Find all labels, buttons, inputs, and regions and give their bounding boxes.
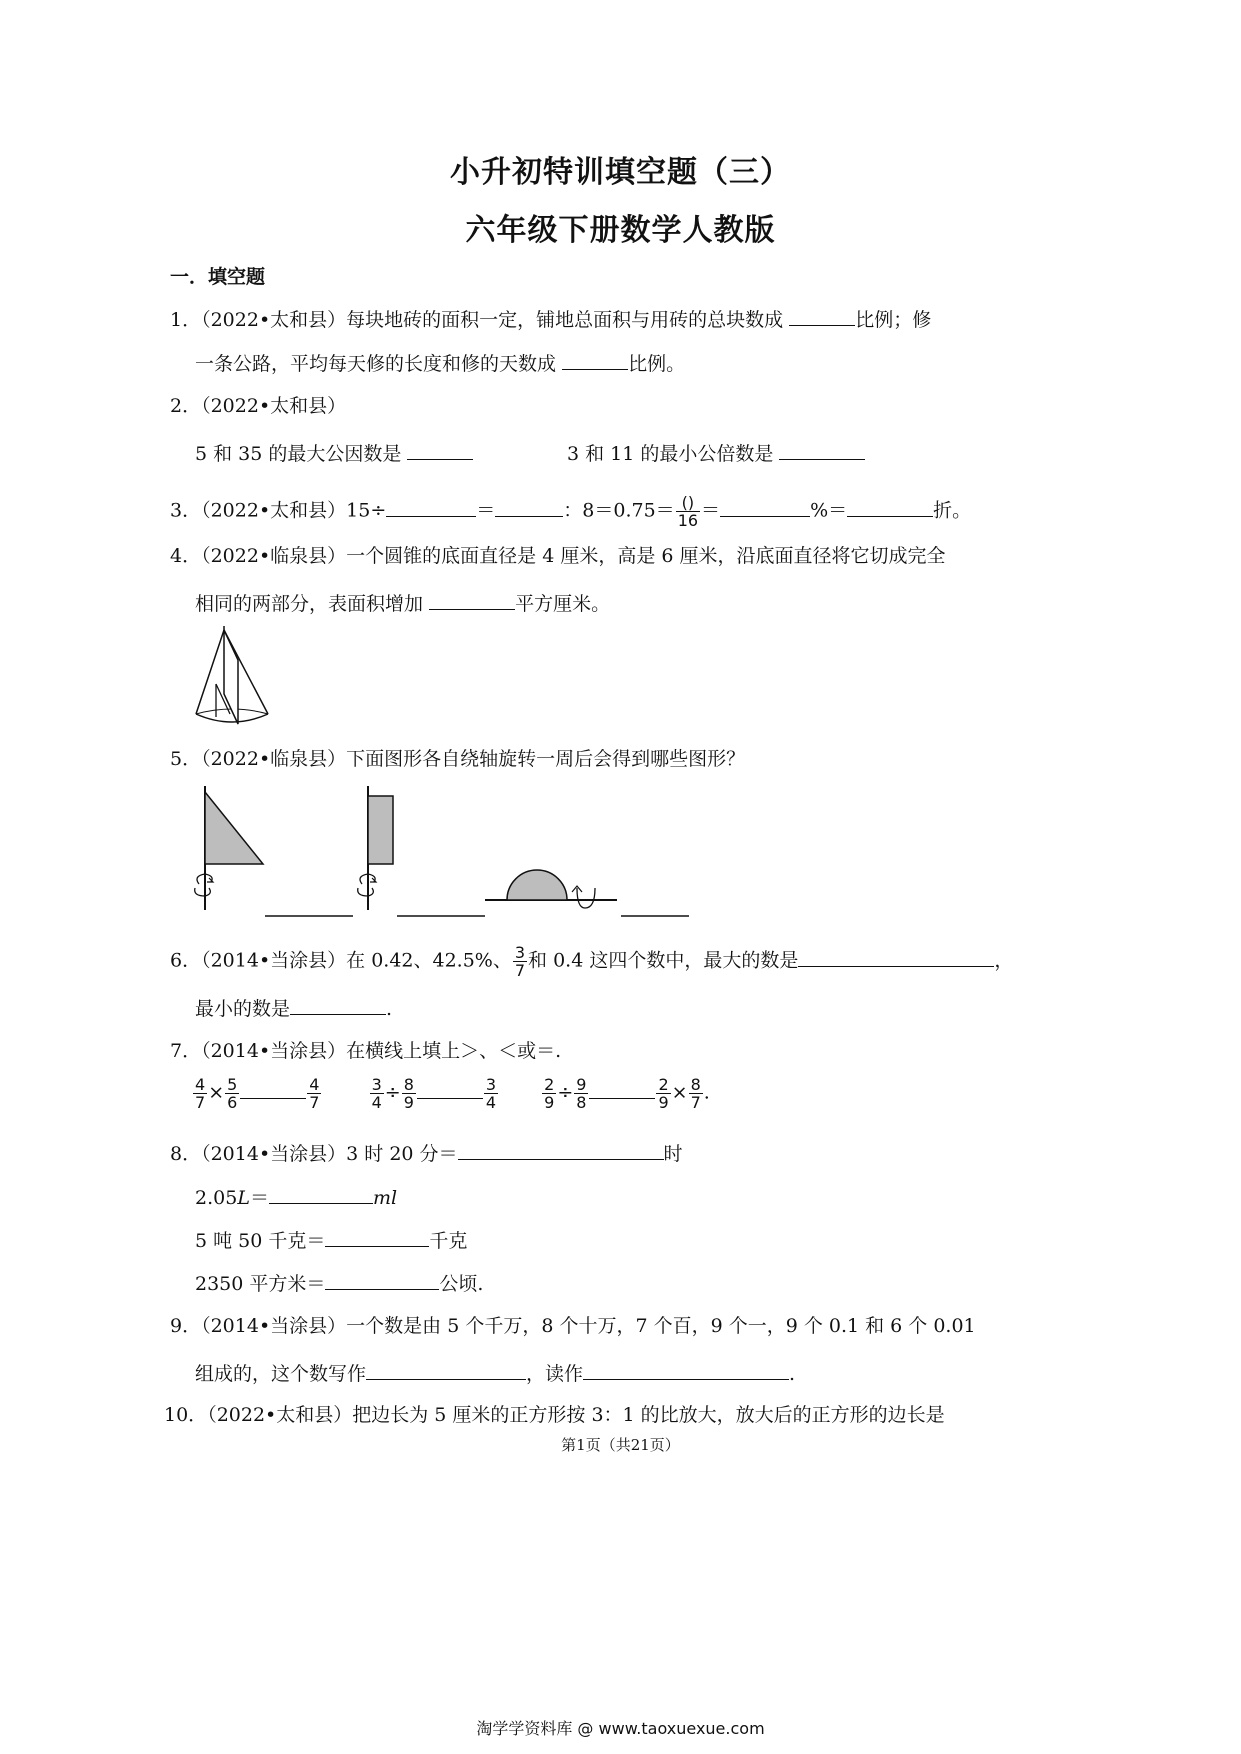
question-2	[170, 394, 346, 418]
question-number: 7．	[170, 1040, 202, 1062]
fraction	[656, 1076, 670, 1111]
fraction-numerator: 9	[576, 1075, 587, 1094]
fraction-numerator: 4	[195, 1075, 206, 1094]
fraction-numerator: 2	[544, 1075, 555, 1094]
operator: ×	[671, 1081, 688, 1104]
answer-blank[interactable]	[240, 1078, 306, 1099]
answer-blank[interactable]	[779, 439, 865, 460]
rotation-figures	[185, 784, 705, 919]
fraction-numerator: 8	[690, 1075, 701, 1094]
question-text: 组成的，这个数写作	[195, 1363, 367, 1385]
question-5	[170, 747, 745, 771]
answer-blank[interactable]	[417, 1078, 483, 1099]
question-text: （2014•当涂县）在横线上填上＞、＜或＝.	[201, 1040, 562, 1062]
cone-cut-figure	[190, 622, 280, 727]
question-6-line2	[195, 994, 392, 1021]
question-number: 6．	[170, 949, 202, 972]
fraction-denominator: 6	[227, 1093, 238, 1112]
question-number: 8．	[170, 1143, 202, 1165]
question-text: ，	[994, 949, 1014, 972]
question-text: 2350 平方米＝	[195, 1273, 326, 1295]
right-triangle-figure	[195, 786, 263, 910]
question-text: （2014•当涂县）在 0.42、42.5%、	[201, 949, 512, 972]
operator: ÷	[384, 1081, 401, 1104]
equals-sign: ＝	[701, 499, 721, 522]
fraction-numerator: 3	[485, 1075, 497, 1094]
question-text: ，读作	[526, 1363, 584, 1385]
operator: ×	[208, 1081, 225, 1104]
answer-blank[interactable]	[798, 946, 994, 967]
question-6	[170, 944, 1013, 979]
answer-blank[interactable]	[386, 496, 476, 517]
question-2-part-a	[195, 439, 473, 466]
question-text: （2014•当涂县）3 时 20 分＝	[201, 1143, 458, 1165]
answer-blank[interactable]	[290, 994, 386, 1015]
answer-blank[interactable]	[583, 1359, 789, 1380]
question-3	[170, 494, 971, 529]
fraction	[689, 1076, 703, 1111]
question-text: （2022•临泉县）下面图形各自绕轴旋转一周后会得到哪些图形？	[201, 748, 746, 770]
question-number: 10．	[164, 1404, 208, 1426]
answer-blank[interactable]	[407, 439, 473, 460]
question-8-part-b	[195, 1183, 397, 1210]
question-text: 公顷.	[439, 1273, 484, 1295]
fraction-denominator: 7	[195, 1093, 206, 1112]
question-number: 5．	[170, 748, 202, 770]
fraction-numerator: ()	[676, 494, 700, 512]
fraction	[225, 1076, 239, 1111]
question-text: 5 和 35 的最大公因数是	[195, 443, 402, 465]
question-text: （2022•太和县）把边长为 5 厘米的正方形按 3：1 的比放大，放大后的正方形的边长是	[207, 1404, 945, 1426]
fraction-numerator: 2	[658, 1075, 669, 1094]
rectangle-figure	[358, 786, 393, 910]
fraction-denominator: 9	[544, 1093, 555, 1112]
question-text: 最小的数是	[195, 998, 291, 1020]
fraction-denominator: 8	[576, 1093, 587, 1112]
question-text: （2022•太和县）15÷	[201, 499, 387, 522]
fraction-denominator: 7	[690, 1093, 701, 1112]
fraction-numerator: 5	[227, 1075, 238, 1094]
question-text: 比例；修	[855, 309, 932, 331]
question-number: 4．	[170, 545, 202, 567]
equals-sign: ＝	[476, 499, 496, 522]
answer-blank[interactable]	[325, 1226, 429, 1247]
question-number: 3．	[170, 499, 202, 522]
question-number: 9．	[170, 1315, 202, 1337]
question-7-expressions	[192, 1076, 710, 1111]
question-text: 一条公路，平均每天修的长度和修的天数成	[195, 353, 557, 375]
page-footer: 第1页（共21页）	[561, 1436, 680, 1454]
question-text: 时	[663, 1143, 683, 1165]
fraction-numerator: 4	[309, 1075, 320, 1094]
question-text: ：8＝0.75＝	[563, 499, 675, 522]
unit-label: L	[237, 1187, 250, 1209]
fraction	[307, 1076, 321, 1111]
question-text: 和 0.4 这四个数中，最大的数是	[528, 949, 799, 972]
question-text: （2022•太和县）每块地砖的面积一定，铺地总面积与用砖的总块数成	[201, 309, 784, 331]
fraction	[193, 1076, 207, 1111]
question-9	[170, 1314, 976, 1338]
fraction	[484, 1076, 498, 1111]
equals-sign: ＝	[249, 1187, 269, 1209]
fraction-denominator: 7	[309, 1093, 320, 1112]
answer-blank[interactable]	[562, 349, 628, 370]
watermark: 淘学学资料库 @ www.taoxuexue.com	[476, 1719, 765, 1738]
question-text: 3 和 11 的最小公倍数是	[567, 443, 774, 465]
question-8-part-d	[195, 1269, 483, 1296]
question-4	[170, 544, 946, 568]
question-number: 1．	[170, 309, 202, 331]
question-number: 2．	[170, 395, 202, 417]
section-heading: 一．填空题	[170, 266, 266, 288]
fraction	[370, 1076, 384, 1111]
answer-blank[interactable]	[589, 1078, 655, 1099]
fraction-denominator: 9	[403, 1093, 414, 1112]
question-8-part-c	[195, 1226, 467, 1253]
answer-blank[interactable]	[325, 1269, 439, 1290]
answer-blank[interactable]	[847, 496, 933, 517]
question-1	[170, 305, 931, 332]
semicircle-figure	[485, 870, 617, 908]
fraction-numerator: 8	[403, 1075, 414, 1094]
question-text: .	[789, 1363, 796, 1385]
answer-blank[interactable]	[458, 1139, 664, 1160]
fraction-numerator: 3	[371, 1075, 382, 1094]
answer-blank[interactable]	[269, 1183, 373, 1204]
question-2-part-b	[567, 439, 865, 466]
page-title: 小升初特训填空题（三）	[450, 155, 791, 190]
question-text: （2022•临泉县）一个圆锥的底面直径是 4 厘米，高是 6 厘米，沿底面直径将它切成完全	[201, 545, 946, 567]
question-text: 相同的两部分，表面积增加	[195, 593, 424, 615]
answer-blank[interactable]	[495, 496, 563, 517]
fraction	[542, 1076, 556, 1111]
page-subtitle: 六年级下册数学人教版	[465, 213, 776, 248]
answer-blank[interactable]	[366, 1359, 526, 1380]
answer-blank[interactable]	[429, 589, 515, 610]
answer-blank[interactable]	[789, 305, 855, 326]
question-9-line2	[195, 1359, 795, 1386]
question-text: 比例。	[628, 353, 686, 375]
question-10	[164, 1403, 945, 1427]
fraction	[402, 1076, 416, 1111]
fraction-numerator: 3	[514, 943, 526, 962]
question-text: 2.05	[195, 1187, 238, 1209]
fraction-denominator: 4	[485, 1093, 497, 1112]
question-text: 平方厘米。	[515, 593, 611, 615]
question-8	[170, 1139, 683, 1166]
question-text: 折。	[933, 499, 972, 522]
fraction	[513, 944, 527, 979]
question-text: %＝	[810, 499, 848, 522]
fraction-denominator: 4	[371, 1093, 382, 1112]
question-1-line2	[195, 349, 685, 376]
question-source: （2022•太和县）	[201, 395, 347, 417]
fraction	[574, 1076, 588, 1111]
question-4-line2	[195, 589, 610, 616]
fraction-denominator: 9	[658, 1093, 669, 1112]
fraction-denominator: 7	[514, 961, 526, 980]
unit-label: ml	[372, 1187, 398, 1209]
question-text: 5 吨 50 千克＝	[195, 1230, 326, 1252]
operator: ÷	[557, 1081, 574, 1104]
question-text: .	[386, 998, 393, 1020]
answer-blank[interactable]	[720, 496, 810, 517]
fraction	[676, 494, 700, 529]
question-text: （2014•当涂县）一个数是由 5 个千万，8 个十万，7 个百，9 个一，9 个 0.1 和 6 个 0.01	[201, 1315, 976, 1337]
fraction-denominator: 16	[677, 511, 699, 530]
question-text: .	[703, 1081, 710, 1104]
question-7	[170, 1039, 561, 1063]
question-text: 千克	[429, 1230, 468, 1252]
